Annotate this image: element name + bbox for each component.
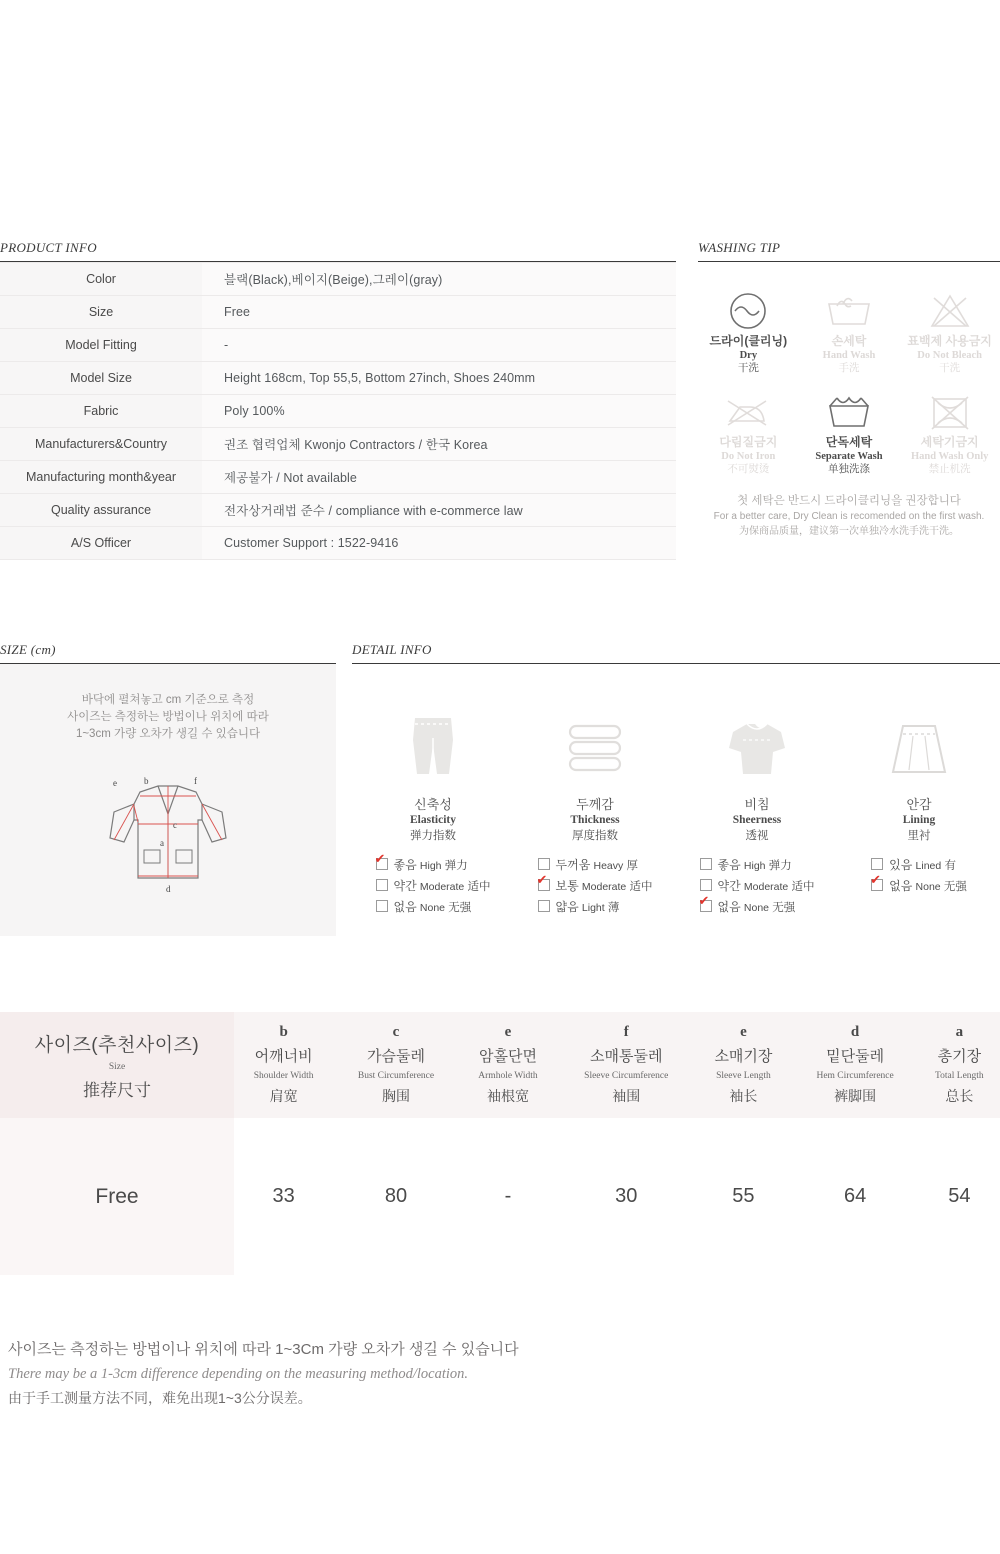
- product-info-value: -: [202, 329, 676, 362]
- washing-label-cn: 不可熨烫: [727, 463, 770, 475]
- option-en: None: [915, 881, 941, 893]
- product-info-key: Manufacturers&Country: [0, 428, 202, 461]
- table-row: [0, 362, 676, 395]
- separate-wash-icon: [801, 389, 898, 435]
- option-cn: 无强: [772, 902, 796, 914]
- column-en: Shoulder Width: [253, 1071, 314, 1081]
- detail-label-cn: 里衬: [907, 830, 931, 842]
- option-cn: 厚: [626, 860, 638, 872]
- size-note-line1: 바닥에 펼쳐놓고 cm 기준으로 측정: [81, 694, 255, 706]
- size-cell-value: 30: [557, 1118, 695, 1275]
- product-info-key: Manufacturing month&year: [0, 461, 202, 494]
- washing-item-do-not-bleach: [899, 288, 1000, 375]
- detail-option[interactable]: [538, 855, 653, 876]
- washing-item-hand-wash-only: [899, 389, 1000, 476]
- product-info-value: 권조 협력업체 Kwonjo Contractors / 한국 Korea: [202, 428, 676, 461]
- washing-label-cn: 干洗: [939, 362, 961, 374]
- option-ko: 있음: [889, 858, 913, 872]
- option-ko: 없음: [717, 900, 741, 914]
- detail-option[interactable]: [700, 855, 815, 876]
- option-ko: 얇음: [555, 900, 579, 914]
- size-cell-name: Free: [0, 1118, 234, 1275]
- column-cn: 袖根宽: [486, 1088, 529, 1104]
- option-ko: 두꺼움: [555, 858, 591, 872]
- column-ko: 소매통둘레: [590, 1048, 663, 1065]
- column-mark: e: [740, 1024, 747, 1040]
- product-info-key: Fabric: [0, 395, 202, 428]
- washing-label-cn: 干洗: [737, 362, 759, 374]
- option-en: Moderate: [743, 881, 789, 893]
- detail-label-en: Elasticity: [410, 814, 456, 826]
- column-ko: 밑단둘레: [826, 1048, 885, 1065]
- product-info-key: A/S Officer: [0, 527, 202, 560]
- detail-options: [700, 855, 815, 918]
- size-footnote-ko: 사이즈는 측정하는 방법이나 위치에 따라 1~3Cm 가량 오차가 생길 수 있습니다: [8, 1341, 519, 1358]
- column-cn: 袖长: [729, 1088, 758, 1104]
- option-ko: 없음: [393, 900, 417, 914]
- detail-label-ko: 두께감: [576, 797, 614, 812]
- hand-wash-only-icon: [901, 389, 998, 435]
- detail-option[interactable]: [376, 855, 491, 876]
- checkbox-icon[interactable]: [538, 858, 550, 870]
- option-cn: 适中: [467, 881, 491, 893]
- option-ko: 약간: [393, 879, 417, 893]
- product-info-value: Height 168cm, Top 55,5, Bottom 27inch, Shoes 240mm: [202, 362, 676, 395]
- washing-item-dry: [698, 288, 799, 375]
- column-cn: 肩宽: [269, 1088, 298, 1104]
- washing-label-en: Hand Wash: [822, 350, 876, 361]
- detail-option[interactable]: [376, 897, 491, 918]
- size-cell-value: 64: [792, 1118, 919, 1275]
- checkbox-icon[interactable]: [538, 900, 550, 912]
- size-cell-value: 55: [695, 1118, 791, 1275]
- column-mark: f: [623, 1024, 629, 1040]
- skirt-icon: [838, 704, 1000, 782]
- product-info-value: 블랙(Black),베이지(Beige),그레이(gray): [202, 263, 676, 296]
- table-row: [0, 428, 676, 461]
- detail-options: [538, 855, 653, 918]
- detail-info-section: [352, 642, 1000, 918]
- column-cn: 胸围: [382, 1088, 410, 1104]
- option-cn: 适中: [629, 881, 653, 893]
- washing-item-separate-wash: [799, 389, 900, 476]
- option-ko: 없음: [889, 879, 913, 893]
- option-cn: 适中: [791, 881, 815, 893]
- washing-tip-title: WASHING TIP: [698, 240, 1000, 262]
- size-table-header-shoulder-width: [234, 1012, 333, 1118]
- detail-label-en: Lining: [902, 814, 936, 826]
- column-mark: c: [392, 1024, 400, 1040]
- size-measure-note: [0, 664, 336, 743]
- column-en: Sleeve Length: [716, 1071, 771, 1081]
- size-cell-value: 33: [234, 1118, 333, 1275]
- washing-label-cn: 单独洗涤: [827, 463, 870, 475]
- size-header-cn: 推荐尺寸: [83, 1080, 151, 1100]
- table-row: [0, 527, 676, 560]
- marker-a: a: [160, 838, 164, 848]
- table-row: [0, 461, 676, 494]
- size-footnote-cn: 由于手工测量方法不同，难免出现1~3公分误差。: [8, 1390, 312, 1406]
- size-cell-value: 80: [333, 1118, 459, 1275]
- column-cn: 袖围: [612, 1088, 641, 1104]
- option-ko: 좋음: [393, 858, 417, 872]
- option-cn: 无强: [943, 881, 967, 893]
- marker-f: f: [194, 776, 197, 786]
- size-cm-section: [0, 642, 336, 936]
- column-mark: d: [850, 1024, 860, 1040]
- size-table-header-row: [0, 1012, 1000, 1118]
- size-table-header-size: [0, 1012, 234, 1118]
- table-row: [0, 329, 676, 362]
- table-row: [0, 395, 676, 428]
- product-info-section: [0, 240, 676, 560]
- checkbox-icon[interactable]: [871, 879, 883, 891]
- product-info-value: 제공불가 / Not available: [202, 461, 676, 494]
- washing-label-cn: 手洗: [838, 362, 860, 374]
- marker-d: d: [166, 884, 171, 894]
- product-info-key: Size: [0, 296, 202, 329]
- size-footnote-en: There may be a 1-3cm difference depending on the measuring method/location.: [8, 1366, 468, 1382]
- layers-icon: [514, 704, 676, 782]
- washing-note-en: For a better care, Dry Clean is recomended on the first wash.: [713, 511, 985, 522]
- table-row: [0, 296, 676, 329]
- size-cm-title: SIZE (cm): [0, 642, 336, 664]
- checkbox-icon[interactable]: [376, 858, 388, 870]
- column-mark: a: [955, 1024, 964, 1040]
- size-table-header-sleeve-length: [695, 1012, 791, 1118]
- size-header-en: Size: [108, 1061, 126, 1072]
- column-cn: 裤脚围: [834, 1088, 877, 1104]
- marker-c: c: [173, 820, 177, 830]
- column-en: Armhole Width: [478, 1071, 538, 1081]
- option-cn: 有: [944, 860, 956, 872]
- washing-label-en: Do Not Iron: [721, 451, 776, 462]
- option-ko: 좋음: [717, 858, 741, 872]
- size-note-line2: 사이즈는 측정하는 방법이나 위치에 따라: [67, 711, 269, 723]
- column-en: Total Length: [935, 1071, 984, 1081]
- option-en: None: [419, 902, 446, 914]
- size-measure-box: [0, 664, 336, 936]
- size-table-header-sleeve-circumference: [557, 1012, 695, 1118]
- size-table-section: [0, 1012, 1000, 1275]
- product-info-key: Model Size: [0, 362, 202, 395]
- table-row: [0, 1118, 1000, 1275]
- option-cn: 弹力: [768, 860, 792, 872]
- washing-label-ko: 손세탁: [831, 334, 867, 348]
- size-table-header-armhole-width: [459, 1012, 557, 1118]
- table-row: [0, 263, 676, 296]
- checkbox-icon[interactable]: [538, 879, 550, 891]
- marker-e: e: [113, 778, 117, 788]
- washing-label-ko: 다림질금지: [719, 435, 778, 449]
- detail-label-cn: 厚度指数: [572, 830, 618, 842]
- product-info-table: [0, 262, 676, 560]
- washing-symbol-grid: [698, 288, 1000, 476]
- detail-option[interactable]: [538, 897, 653, 918]
- column-en: Hem Circumference: [816, 1071, 894, 1081]
- tshirt-icon: [676, 704, 838, 782]
- do-not-iron-icon: [700, 389, 797, 435]
- checkbox-icon[interactable]: [376, 900, 388, 912]
- garment-diagram: [0, 774, 336, 904]
- detail-column-thickness: [514, 704, 676, 918]
- column-ko: 암홀단면: [478, 1048, 537, 1065]
- washing-label-ko: 단독세탁: [825, 435, 873, 449]
- product-info-key: Model Fitting: [0, 329, 202, 362]
- checkbox-icon[interactable]: [700, 879, 712, 891]
- detail-label-ko: 신축성: [414, 797, 452, 812]
- washing-label-ko: 드라이(클리닝): [709, 334, 788, 348]
- product-info-value: 전자상거래법 준수 / compliance with e-commerce law: [202, 494, 676, 527]
- washing-note-ko: 첫 세탁은 반드시 드라이클리닝을 권장합니다: [737, 495, 961, 507]
- option-cn: 薄: [607, 902, 620, 914]
- checkbox-icon[interactable]: [871, 858, 883, 870]
- detail-label-cn: 透视: [745, 830, 769, 842]
- column-ko: 총기장: [937, 1048, 982, 1065]
- detail-option[interactable]: [538, 876, 653, 897]
- product-info-title: PRODUCT INFO: [0, 240, 676, 262]
- column-mark: b: [279, 1024, 288, 1040]
- pants-icon: [352, 704, 514, 782]
- option-en: Light: [581, 902, 605, 914]
- detail-label-ko: 비침: [744, 797, 770, 812]
- option-cn: 弹力: [444, 860, 468, 872]
- detail-option[interactable]: [700, 876, 815, 897]
- size-footnote: [8, 1338, 988, 1410]
- washing-item-hand-wash: [799, 288, 900, 375]
- washing-label-cn: 禁止机洗: [928, 463, 971, 475]
- option-en: Lined: [915, 860, 942, 872]
- column-cn: 总长: [945, 1088, 974, 1104]
- size-cell-value: 54: [919, 1118, 1000, 1275]
- washing-tip-section: [698, 240, 1000, 539]
- checkbox-icon[interactable]: [700, 858, 712, 870]
- product-info-key: Quality assurance: [0, 494, 202, 527]
- washing-label-en: Hand Wash Only: [910, 451, 989, 462]
- size-header-ko: 사이즈(추천사이즈): [34, 1034, 200, 1056]
- do-not-bleach-icon: [901, 288, 998, 334]
- detail-label-en: Thickness: [570, 814, 620, 826]
- checkbox-icon[interactable]: [376, 879, 388, 891]
- option-ko: 보통: [555, 879, 579, 893]
- product-info-value: Poly 100%: [202, 395, 676, 428]
- option-en: None: [743, 902, 770, 914]
- detail-label-en: Sheerness: [732, 814, 782, 826]
- detail-column-elasticity: [352, 704, 514, 918]
- detail-option[interactable]: [376, 876, 491, 897]
- detail-option[interactable]: [871, 855, 967, 876]
- washing-label-en: Separate Wash: [815, 451, 883, 462]
- detail-info-title: DETAIL INFO: [352, 642, 1000, 664]
- detail-options: [871, 855, 967, 897]
- washing-label-en: Do Not Bleach: [917, 350, 983, 361]
- washing-label-ko: 표백제 사용금지: [907, 334, 992, 348]
- detail-column-lining: [838, 704, 1000, 918]
- size-note-line3: 1~3cm 가량 오차가 생길 수 있습니다: [75, 728, 261, 740]
- detail-options: [376, 855, 491, 918]
- option-en: High: [743, 860, 766, 872]
- size-table-header-hem-circumference: [792, 1012, 919, 1118]
- option-en: High: [419, 860, 442, 872]
- washing-item-do-not-iron: [698, 389, 799, 476]
- detail-option[interactable]: [700, 897, 815, 918]
- hand-wash-icon: [801, 288, 898, 334]
- column-ko: 가슴둘레: [367, 1048, 425, 1065]
- column-ko: 어깨너비: [254, 1048, 313, 1065]
- product-info-value: Customer Support : 1522-9416: [202, 527, 676, 560]
- product-info-key: Color: [0, 263, 202, 296]
- size-chart-table: [0, 1012, 1000, 1275]
- washing-label-ko: 세탁기금지: [920, 435, 979, 449]
- option-en: Heavy: [593, 860, 624, 872]
- product-info-value: Free: [202, 296, 676, 329]
- dry-clean-icon: [700, 288, 797, 334]
- size-cell-value: -: [459, 1118, 557, 1275]
- detail-label-cn: 弹力指数: [410, 830, 456, 842]
- option-cn: 无强: [448, 902, 472, 914]
- washing-note: [698, 494, 1000, 539]
- marker-b: b: [144, 776, 149, 786]
- checkbox-icon[interactable]: [700, 900, 712, 912]
- detail-grid: [352, 704, 1000, 918]
- washing-label-en: Dry: [739, 350, 758, 361]
- washing-note-cn: 为保商品质量，建议第一次单独冷水洗手洗干洗。: [739, 526, 959, 537]
- table-row: [0, 494, 676, 527]
- size-table-header-bust-circumference: [333, 1012, 459, 1118]
- option-en: Moderate: [419, 881, 465, 893]
- size-table-header-total-length: [919, 1012, 1000, 1118]
- column-en: Bust Circumference: [357, 1071, 435, 1081]
- detail-column-sheerness: [676, 704, 838, 918]
- detail-label-ko: 안감: [906, 797, 932, 812]
- option-ko: 약간: [717, 879, 741, 893]
- detail-option[interactable]: [871, 876, 967, 897]
- column-en: Sleeve Circumference: [584, 1071, 669, 1081]
- option-en: Moderate: [581, 881, 627, 893]
- column-ko: 소매기장: [714, 1048, 773, 1065]
- column-mark: e: [504, 1024, 512, 1040]
